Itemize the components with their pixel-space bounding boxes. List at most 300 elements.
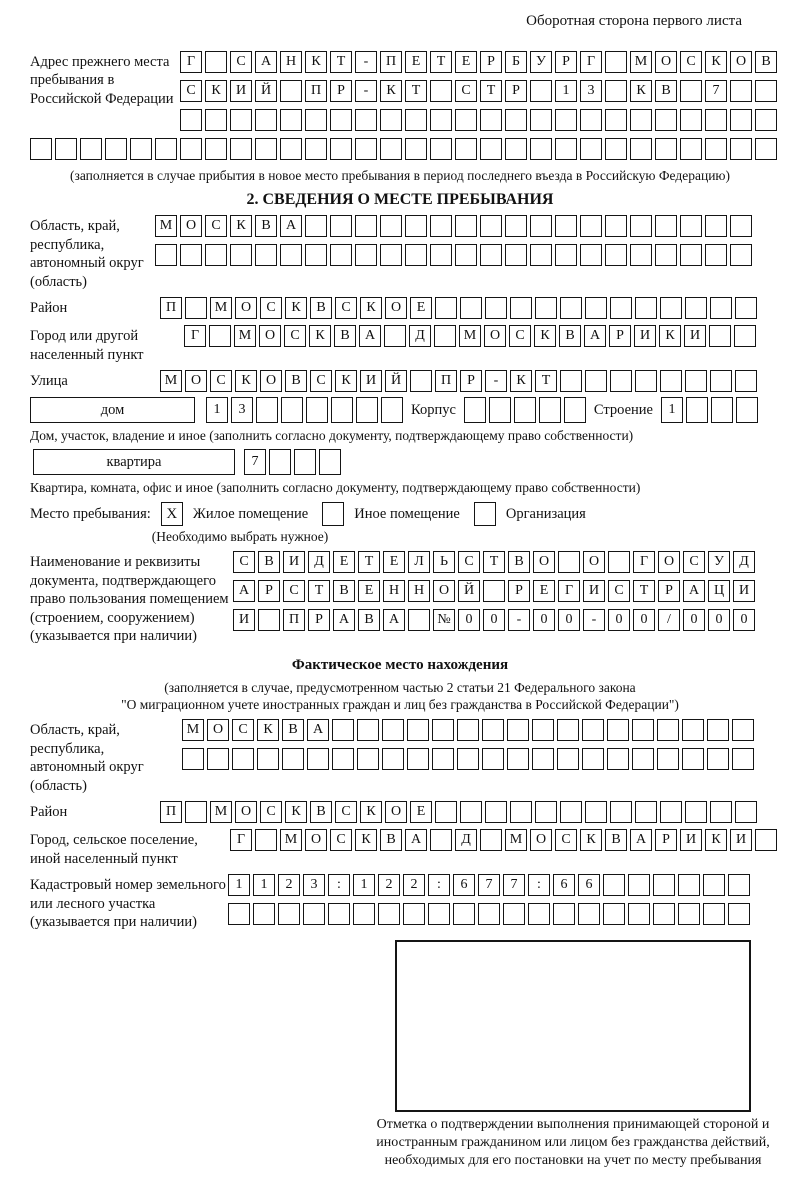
char-box: О — [385, 801, 407, 823]
char-box — [230, 244, 252, 266]
char-box — [580, 244, 602, 266]
char-box — [482, 719, 504, 741]
house-box-label: дом — [100, 401, 125, 418]
char-box — [680, 138, 702, 160]
char-box: О — [433, 580, 455, 602]
char-box — [432, 748, 454, 770]
char-box: В — [559, 325, 581, 347]
char-box: О — [583, 551, 605, 573]
char-box — [407, 719, 429, 741]
char-box — [205, 109, 227, 131]
char-box: К — [580, 829, 602, 851]
char-box — [185, 801, 207, 823]
char-box: У — [708, 551, 730, 573]
char-box: Т — [483, 551, 505, 573]
option-other-premises-label: Иное помещение — [354, 505, 460, 522]
stamp-caption: Отметка о подтверждении выполнения принимающей стороной и иностранным гражданином или лицом без гражданства действий, необходимых для его постановки на учет по месту пребывания — [376, 1116, 770, 1168]
district-label: Район — [30, 300, 68, 316]
char-row — [155, 244, 752, 266]
char-box — [482, 748, 504, 770]
char-box — [585, 297, 607, 319]
char-box — [605, 109, 627, 131]
char-box: № — [433, 609, 455, 631]
char-box — [628, 903, 650, 925]
char-box: П — [305, 80, 327, 102]
char-box: И — [680, 829, 702, 851]
char-box — [510, 297, 532, 319]
char-box: А — [405, 829, 427, 851]
char-box: И — [230, 80, 252, 102]
char-box — [455, 215, 477, 237]
char-box — [30, 138, 52, 160]
char-box: Р — [460, 370, 482, 392]
apartment-note: Квартира, комната, офис и иное (заполнить согласно документу, подтверждающему право собственности) — [30, 480, 641, 495]
char-box — [630, 215, 652, 237]
char-row — [182, 719, 754, 741]
stamp-box — [395, 940, 751, 1112]
char-box: Р — [308, 609, 330, 631]
field-fact-region — [30, 719, 770, 795]
char-box — [294, 449, 316, 475]
char-box — [578, 903, 600, 925]
char-box — [582, 748, 604, 770]
char-box: А — [280, 215, 302, 237]
char-box — [380, 215, 402, 237]
char-box — [280, 244, 302, 266]
char-box: 2 — [403, 874, 425, 896]
char-box: Р — [508, 580, 530, 602]
char-box: Й — [458, 580, 480, 602]
stay-type-row — [30, 502, 770, 526]
char-box: Р — [655, 829, 677, 851]
field-city — [30, 325, 770, 364]
region-label: Область, край, республика, автономный округ (область) — [30, 218, 144, 290]
char-box — [205, 138, 227, 160]
char-box: А — [584, 325, 606, 347]
char-box — [678, 874, 700, 896]
char-box: 6 — [553, 874, 575, 896]
char-box — [555, 215, 577, 237]
char-box — [353, 903, 375, 925]
char-box: 6 — [578, 874, 600, 896]
char-box — [530, 215, 552, 237]
char-box: К — [230, 215, 252, 237]
char-box: А — [359, 325, 381, 347]
char-box: Е — [405, 51, 427, 73]
char-box: Р — [258, 580, 280, 602]
char-box — [685, 297, 707, 319]
char-box — [685, 801, 707, 823]
char-box: С — [233, 551, 255, 573]
char-box: П — [160, 297, 182, 319]
char-box — [705, 109, 727, 131]
char-box: Т — [330, 51, 352, 73]
char-box: С — [284, 325, 306, 347]
char-box — [710, 801, 732, 823]
char-box: М — [155, 215, 177, 237]
char-box: С — [260, 801, 282, 823]
char-box — [405, 215, 427, 237]
char-box — [278, 903, 300, 925]
char-box: С — [683, 551, 705, 573]
char-box: О — [533, 551, 555, 573]
char-box: Е — [358, 580, 380, 602]
char-box: А — [233, 580, 255, 602]
char-box — [307, 748, 329, 770]
char-box — [605, 215, 627, 237]
char-box — [505, 138, 527, 160]
char-box — [632, 719, 654, 741]
char-box — [319, 449, 341, 475]
char-box — [580, 138, 602, 160]
char-row — [180, 51, 777, 73]
char-box — [660, 370, 682, 392]
char-box — [255, 829, 277, 851]
prev-address-note: (заполняется в случае прибытия в новое место пребывания в период последнего въезда в Российскую Федерацию) — [69, 167, 731, 183]
char-box — [356, 397, 378, 423]
char-box: О — [730, 51, 752, 73]
char-box — [680, 244, 702, 266]
char-box — [560, 370, 582, 392]
char-box: А — [307, 719, 329, 741]
char-box: М — [505, 829, 527, 851]
checkbox-organization — [474, 502, 496, 526]
char-box: М — [630, 51, 652, 73]
char-box: Т — [480, 80, 502, 102]
char-box — [430, 829, 452, 851]
char-box: Г — [230, 829, 252, 851]
char-box — [603, 874, 625, 896]
char-box: Р — [330, 80, 352, 102]
char-box: Н — [383, 580, 405, 602]
char-box: 2 — [378, 874, 400, 896]
char-box: С — [608, 580, 630, 602]
char-box: О — [207, 719, 229, 741]
char-box: 0 — [458, 609, 480, 631]
char-box — [730, 80, 752, 102]
char-box: Е — [410, 801, 432, 823]
char-box: Д — [455, 829, 477, 851]
char-box: М — [234, 325, 256, 347]
char-box: О — [385, 297, 407, 319]
char-box — [378, 903, 400, 925]
char-box: С — [283, 580, 305, 602]
char-box: : — [528, 874, 550, 896]
option-residential-label: Жилое помещение — [192, 505, 309, 522]
char-box: 3 — [231, 397, 253, 423]
char-box — [605, 244, 627, 266]
char-box — [678, 903, 700, 925]
page-side-title: Оборотная сторона первого листа — [526, 13, 742, 29]
char-box — [735, 801, 757, 823]
char-box — [603, 903, 625, 925]
char-box: П — [380, 51, 402, 73]
char-box: К — [534, 325, 556, 347]
char-box — [680, 109, 702, 131]
char-row — [160, 297, 757, 319]
char-box: К — [205, 80, 227, 102]
char-box — [155, 138, 177, 160]
char-box — [635, 370, 657, 392]
char-box — [455, 244, 477, 266]
char-box — [532, 719, 554, 741]
char-box — [632, 748, 654, 770]
char-box: О — [305, 829, 327, 851]
char-box — [180, 244, 202, 266]
char-box: 6 — [453, 874, 475, 896]
char-box: С — [260, 297, 282, 319]
char-box: 1 — [253, 874, 275, 896]
char-box — [255, 244, 277, 266]
char-box — [480, 109, 502, 131]
char-box: Т — [308, 580, 330, 602]
char-box: Т — [405, 80, 427, 102]
char-box — [455, 109, 477, 131]
char-box: 0 — [608, 609, 630, 631]
char-box: 7 — [705, 80, 727, 102]
char-box: С — [310, 370, 332, 392]
char-box: Е — [383, 551, 405, 573]
char-box — [357, 719, 379, 741]
char-box — [207, 748, 229, 770]
char-box: 0 — [683, 609, 705, 631]
char-box — [528, 903, 550, 925]
char-box — [732, 748, 754, 770]
char-box — [585, 370, 607, 392]
char-box: Г — [558, 580, 580, 602]
char-box — [155, 244, 177, 266]
char-box: К — [355, 829, 377, 851]
char-box — [432, 719, 454, 741]
char-box — [728, 874, 750, 896]
char-box: О — [658, 551, 680, 573]
char-box — [480, 215, 502, 237]
char-box — [682, 719, 704, 741]
char-box — [180, 109, 202, 131]
char-box — [730, 215, 752, 237]
char-box: 0 — [533, 609, 555, 631]
char-box: С — [210, 370, 232, 392]
char-box — [582, 719, 604, 741]
char-box — [255, 109, 277, 131]
char-box — [430, 109, 452, 131]
char-box: В — [605, 829, 627, 851]
char-box — [605, 138, 627, 160]
char-box — [460, 801, 482, 823]
char-box: Д — [733, 551, 755, 573]
char-box — [380, 109, 402, 131]
char-box — [80, 138, 102, 160]
char-box: Р — [609, 325, 631, 347]
char-box — [705, 138, 727, 160]
char-box — [555, 244, 577, 266]
char-box — [705, 215, 727, 237]
char-box — [105, 138, 127, 160]
char-box — [330, 215, 352, 237]
char-box: И — [634, 325, 656, 347]
char-box: Ь — [433, 551, 455, 573]
char-box — [430, 138, 452, 160]
char-box — [464, 397, 486, 423]
char-box — [735, 370, 757, 392]
char-box: В — [334, 325, 356, 347]
char-box — [628, 874, 650, 896]
char-row — [233, 580, 755, 602]
char-box — [232, 748, 254, 770]
char-row — [155, 215, 752, 237]
char-box: - — [508, 609, 530, 631]
char-box — [258, 609, 280, 631]
char-box — [489, 397, 511, 423]
char-box: О — [260, 370, 282, 392]
char-box: / — [658, 609, 680, 631]
char-box: О — [185, 370, 207, 392]
char-box — [255, 138, 277, 160]
char-box — [535, 297, 557, 319]
char-box: 7 — [478, 874, 500, 896]
char-box: В — [255, 215, 277, 237]
char-box — [480, 244, 502, 266]
char-box: Г — [184, 325, 206, 347]
char-box — [555, 109, 577, 131]
char-box: К — [235, 370, 257, 392]
char-box: М — [280, 829, 302, 851]
city-label: Город или другой населенный пункт — [30, 328, 144, 363]
char-row — [233, 609, 755, 631]
checkbox-other-premises — [322, 502, 344, 526]
char-box: М — [160, 370, 182, 392]
char-box: 1 — [555, 80, 577, 102]
char-box — [305, 109, 327, 131]
house-box — [30, 397, 195, 423]
char-box: У — [530, 51, 552, 73]
char-box — [382, 719, 404, 741]
char-box: К — [360, 297, 382, 319]
char-box: К — [360, 801, 382, 823]
char-box — [655, 244, 677, 266]
char-box: И — [360, 370, 382, 392]
char-box — [410, 370, 432, 392]
char-box: 3 — [303, 874, 325, 896]
char-box: В — [755, 51, 777, 73]
char-box — [703, 874, 725, 896]
char-box — [558, 551, 580, 573]
char-box — [180, 138, 202, 160]
char-box: Т — [358, 551, 380, 573]
char-box — [280, 109, 302, 131]
section2-title: 2. СВЕДЕНИЯ О МЕСТЕ ПРЕБЫВАНИЯ — [246, 190, 554, 208]
char-row — [160, 370, 757, 392]
char-box — [280, 80, 302, 102]
char-box — [384, 325, 406, 347]
fact-region-label: Область, край, республика, автономный округ (область) — [30, 722, 144, 794]
char-box — [755, 109, 777, 131]
char-box: Й — [385, 370, 407, 392]
char-box — [653, 903, 675, 925]
char-box — [355, 215, 377, 237]
char-box — [728, 903, 750, 925]
apartment-box-label: квартира — [106, 453, 162, 470]
char-box — [328, 903, 350, 925]
char-box: А — [333, 609, 355, 631]
char-box: В — [282, 719, 304, 741]
char-box: : — [328, 874, 350, 896]
field-fact-city — [30, 829, 770, 868]
char-box: Д — [308, 551, 330, 573]
char-box — [303, 903, 325, 925]
char-box — [735, 297, 757, 319]
fact-note-line1: (заполняется в случае, предусмотренном частью 2 статьи 21 Федерального закона — [164, 680, 636, 695]
char-box — [610, 297, 632, 319]
char-row — [180, 109, 777, 131]
char-box — [332, 719, 354, 741]
checkbox-residential: X — [161, 502, 183, 526]
char-box — [610, 370, 632, 392]
char-box — [405, 138, 427, 160]
char-box: О — [180, 215, 202, 237]
street-label: Улица — [30, 373, 68, 389]
char-box — [460, 297, 482, 319]
char-box: И — [283, 551, 305, 573]
field-document — [30, 551, 770, 646]
char-box — [553, 903, 575, 925]
char-box: Ц — [708, 580, 730, 602]
char-box: С — [555, 829, 577, 851]
char-box — [435, 801, 457, 823]
char-box: 0 — [483, 609, 505, 631]
char-box: П — [160, 801, 182, 823]
char-box: Е — [533, 580, 555, 602]
char-box — [407, 748, 429, 770]
char-box: И — [684, 325, 706, 347]
char-box — [253, 903, 275, 925]
char-box — [507, 748, 529, 770]
char-box — [680, 215, 702, 237]
char-box — [655, 109, 677, 131]
char-box — [530, 109, 552, 131]
char-box: С — [455, 80, 477, 102]
char-box: М — [459, 325, 481, 347]
char-box: К — [510, 370, 532, 392]
char-box — [380, 138, 402, 160]
char-box: С — [680, 51, 702, 73]
char-box — [355, 244, 377, 266]
char-row — [230, 829, 777, 851]
char-box: О — [484, 325, 506, 347]
char-box — [455, 138, 477, 160]
char-box — [281, 397, 303, 423]
char-box — [483, 580, 505, 602]
char-box — [539, 397, 561, 423]
house-note: Дом, участок, владение и иное (заполнить согласно документу, подтверждающему право собственности) — [30, 428, 634, 443]
char-box — [505, 109, 527, 131]
char-box — [557, 719, 579, 741]
char-box — [610, 801, 632, 823]
char-box: О — [530, 829, 552, 851]
char-box — [535, 801, 557, 823]
char-box — [703, 903, 725, 925]
char-box — [532, 748, 554, 770]
prev-address-label: Адрес прежнего места пребывания в Российской Федерации — [30, 53, 174, 107]
char-box — [686, 397, 708, 423]
char-box: Е — [455, 51, 477, 73]
char-box — [55, 138, 77, 160]
char-box — [655, 215, 677, 237]
char-box — [355, 109, 377, 131]
char-box: И — [583, 580, 605, 602]
char-box — [305, 215, 327, 237]
char-box — [230, 109, 252, 131]
